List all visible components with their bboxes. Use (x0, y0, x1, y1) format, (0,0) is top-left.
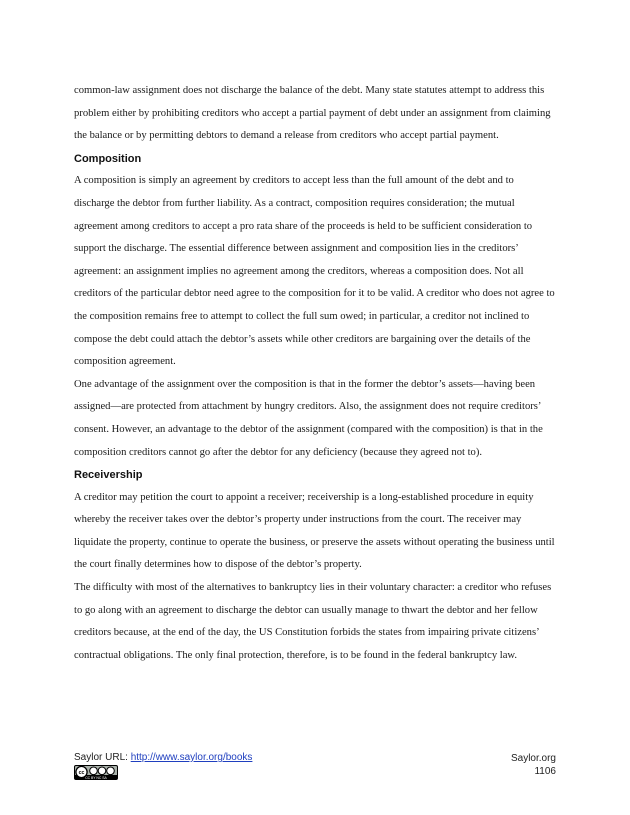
svg-text:cc: cc (78, 770, 85, 776)
paragraph-advantages: One advantage of the assignment over the composition is that in the former the debtor’s assets—having been assigned—are protected from attachment by hungry creditors. Also, the assignment does not require creditors’ consent. However, an advantage to the debtor of the assignment (compared with the composition) is that in the composition creditors cannot go after the debtor for any deficiency (because they agreed not to). (74, 378, 543, 458)
footer-page-info (511, 752, 556, 778)
footer-source (74, 752, 252, 780)
page-number: 1106 (534, 766, 556, 777)
footer-site: Saylor.org (510, 753, 556, 764)
heading-composition: Composition (74, 152, 142, 165)
heading-receivership: Receivership (74, 469, 143, 482)
paragraph-receivership: A creditor may petition the court to appoint a receiver; receivership is a long-established procedure in equity whereby the receiver takes over the debtor’s property under instructions from the court. The receiver may liquidate the property, continue to operate the business, or preserve the assets without operating the business until the court finally determines how to dispose of the debtor’s property. (74, 491, 555, 571)
cc-by-nc-sa-badge-icon (74, 765, 118, 780)
footer-url-label: Saylor URL: (74, 752, 131, 763)
license-badge-text: CC BY NC SA (85, 775, 107, 780)
footer-url-link[interactable]: http://www.saylor.org/books (130, 752, 253, 763)
body-text (74, 80, 556, 667)
paragraph-composition: A composition is simply an agreement by creditors to accept less than the full amount of the debt and to discharge the debtor from further liability. As a contract, composition requires consideration; the mutual agreement among creditors to accept a pro rata share of the proceeds is held to be sufficient consideration to support the discharge. The essential difference between assignment and composition lies in the creditors’ agreement: an assignment implies no agreement among the creditors, whereas a composition does. Not all creditors of the particular debtor need agree to the composition for it to be valid. A creditor who does not agree to the composition remains free to attempt to collect the full sum owed; in particular, a creditor not inclined to compose the debt could attach the debtor’s assets while other creditors are bargaining over the details of the composition agreement. (74, 175, 555, 368)
paragraph-assignment-end: common-law assignment does not discharge the balance of the debt. Many state statutes attempt to address this problem either by prohibiting creditors who accept a partial payment of debt under an assignment from claiming the balance or by permitting debtors to demand a release from creditors who accept partial payment. (74, 85, 551, 142)
paragraph-alternatives: The difficulty with most of the alternatives to bankruptcy lies in their voluntary character: a creditor who refuses to go along with an agreement to discharge the debtor can usually manage to thwart the debtor and her fellow creditors because, at the end of the day, the US Constitution forbids the states from impairing private citizens’ contractual obligations. The only final protection, therefore, is to be found in the federal bankruptcy law. (74, 582, 552, 661)
